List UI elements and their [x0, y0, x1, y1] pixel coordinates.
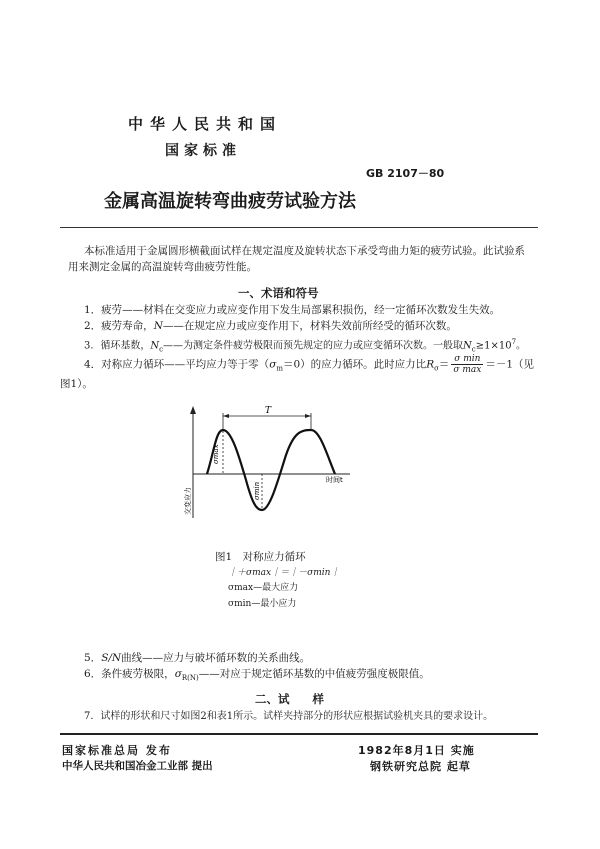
period-arrow-right	[305, 414, 311, 418]
term-item-2-prefix: 2．疲劳寿命，	[84, 320, 154, 332]
stress-ratio-fraction	[451, 354, 483, 375]
term-item-6-sub: R(N)	[181, 674, 199, 683]
term-item-5	[84, 650, 554, 666]
term-item-2-text: ——在规定应力或应变作用下，材料失效前所经受的循环次数。	[162, 320, 457, 332]
term-item-3-end: 。	[516, 340, 527, 352]
term-item-2	[84, 318, 554, 334]
term-item-4-eq2: ＝	[438, 358, 450, 371]
y-axis-arrow	[190, 406, 196, 414]
figure-1-diagram	[180, 400, 370, 520]
term-item-2-symbol: N	[153, 320, 163, 332]
term-item-4-sigma: σ	[269, 358, 277, 371]
figure-1-caption: 图1 对称应力循环	[215, 551, 306, 563]
term-item-3-text: ——为测定条件疲劳极限而预先规定的应力或应变循环次数。一般取	[163, 340, 464, 352]
term-item-4-eq: ＝0）的应力循环。此时应力比	[283, 358, 427, 371]
section-1-title: 一、术语和符号	[238, 286, 319, 300]
term-item-4-Rsub: σ	[434, 364, 439, 373]
intro-paragraph	[68, 243, 548, 275]
term-item-4-prefix: 4．对称应力循环——平均应力等于零（	[84, 358, 270, 371]
term-item-4-m: m	[276, 364, 283, 373]
term-item-3-prefix: 3．循环基数，	[84, 340, 151, 352]
term-item-3-symbol: N	[150, 340, 160, 352]
footer-issuer: 国家标准总局 发布	[62, 744, 172, 757]
footer-divider	[60, 733, 538, 735]
term-item-5-prefix: 5．	[84, 652, 102, 664]
term-item-6	[84, 666, 554, 686]
term-item-4-tail: ＝－1（见	[485, 358, 535, 371]
term-item-5-text: 曲线——应力与破坏循环数的关系曲线。	[121, 652, 311, 664]
term-item-1: 1．疲劳——材料在交变应力或应变作用下发生局部累积损伤，经一定循环次数发生失效。	[84, 304, 501, 316]
section-1-list	[84, 302, 554, 357]
intro-line-1: 本标准适用于金属圆形横截面试样在规定温度及旋转状态下承受弯曲力矩的疲劳试验。此试验系	[84, 245, 525, 257]
standard-number: GB 2107－80	[366, 167, 445, 180]
term-item-5-symbol: S/N	[101, 652, 122, 664]
national-standard-heading: 国家标准	[165, 143, 241, 159]
term-item-3-tail-sub: c	[471, 345, 476, 354]
term-item-4	[84, 354, 554, 377]
fraction-numerator: σ min	[451, 354, 483, 365]
period-label: T	[265, 406, 272, 416]
term-item-4-continuation: 图1）。	[60, 378, 93, 390]
figure-1-def-max: σmax—最大应力	[228, 583, 299, 593]
time-axis-label: 时间t	[326, 476, 343, 484]
figure-1-equation: ｜＋σmax｜＝｜－σmin｜	[228, 568, 340, 578]
sigma-min-label: σmin	[253, 481, 261, 500]
period-arrow-left	[223, 414, 229, 418]
term-item-6-symbol: σ	[174, 668, 182, 680]
country-heading: 中华人民共和国	[128, 115, 283, 133]
title-divider	[60, 227, 538, 228]
stress-sine-curve	[207, 430, 335, 510]
specimen-item-7: 7．试样的形状和尺寸如图2和表1所示。试样夹持部分的形状应根据试验机夹具的要求设计。	[84, 711, 494, 722]
footer-drafter: 钢铁研究总院 起草	[370, 760, 471, 773]
section-2-title: 二、试 样	[255, 692, 324, 706]
term-item-6-text: ——对应于规定循环基数的中值疲劳强度极限值。	[198, 668, 430, 680]
fraction-denominator: σ max	[453, 365, 482, 375]
figure-1-def-min: σmin—最小应力	[228, 599, 297, 609]
intro-line-2: 用来测定金属的高温旋转弯曲疲劳性能。	[68, 261, 257, 273]
footer-date: 1982年8月1日 实施	[358, 744, 475, 757]
y-axis-label: 交变应力	[184, 487, 192, 515]
term-item-3-tail-symbol: N	[463, 340, 472, 352]
footer-ministry: 中华人民共和国冶金工业部 提出	[62, 760, 213, 772]
term-item-4-R: R	[426, 358, 435, 371]
term-item-3-sub: c	[159, 345, 164, 354]
document-title: 金属高温旋转弯曲疲劳试验方法	[104, 191, 356, 212]
section-1b-list	[84, 650, 554, 686]
sigma-max-label: σmax	[212, 444, 220, 464]
term-item-6-prefix: 6．条件疲劳极限，	[84, 668, 175, 680]
term-item-3-exponent: 7	[511, 338, 517, 346]
term-item-3-value: ≥1×10	[475, 340, 512, 352]
